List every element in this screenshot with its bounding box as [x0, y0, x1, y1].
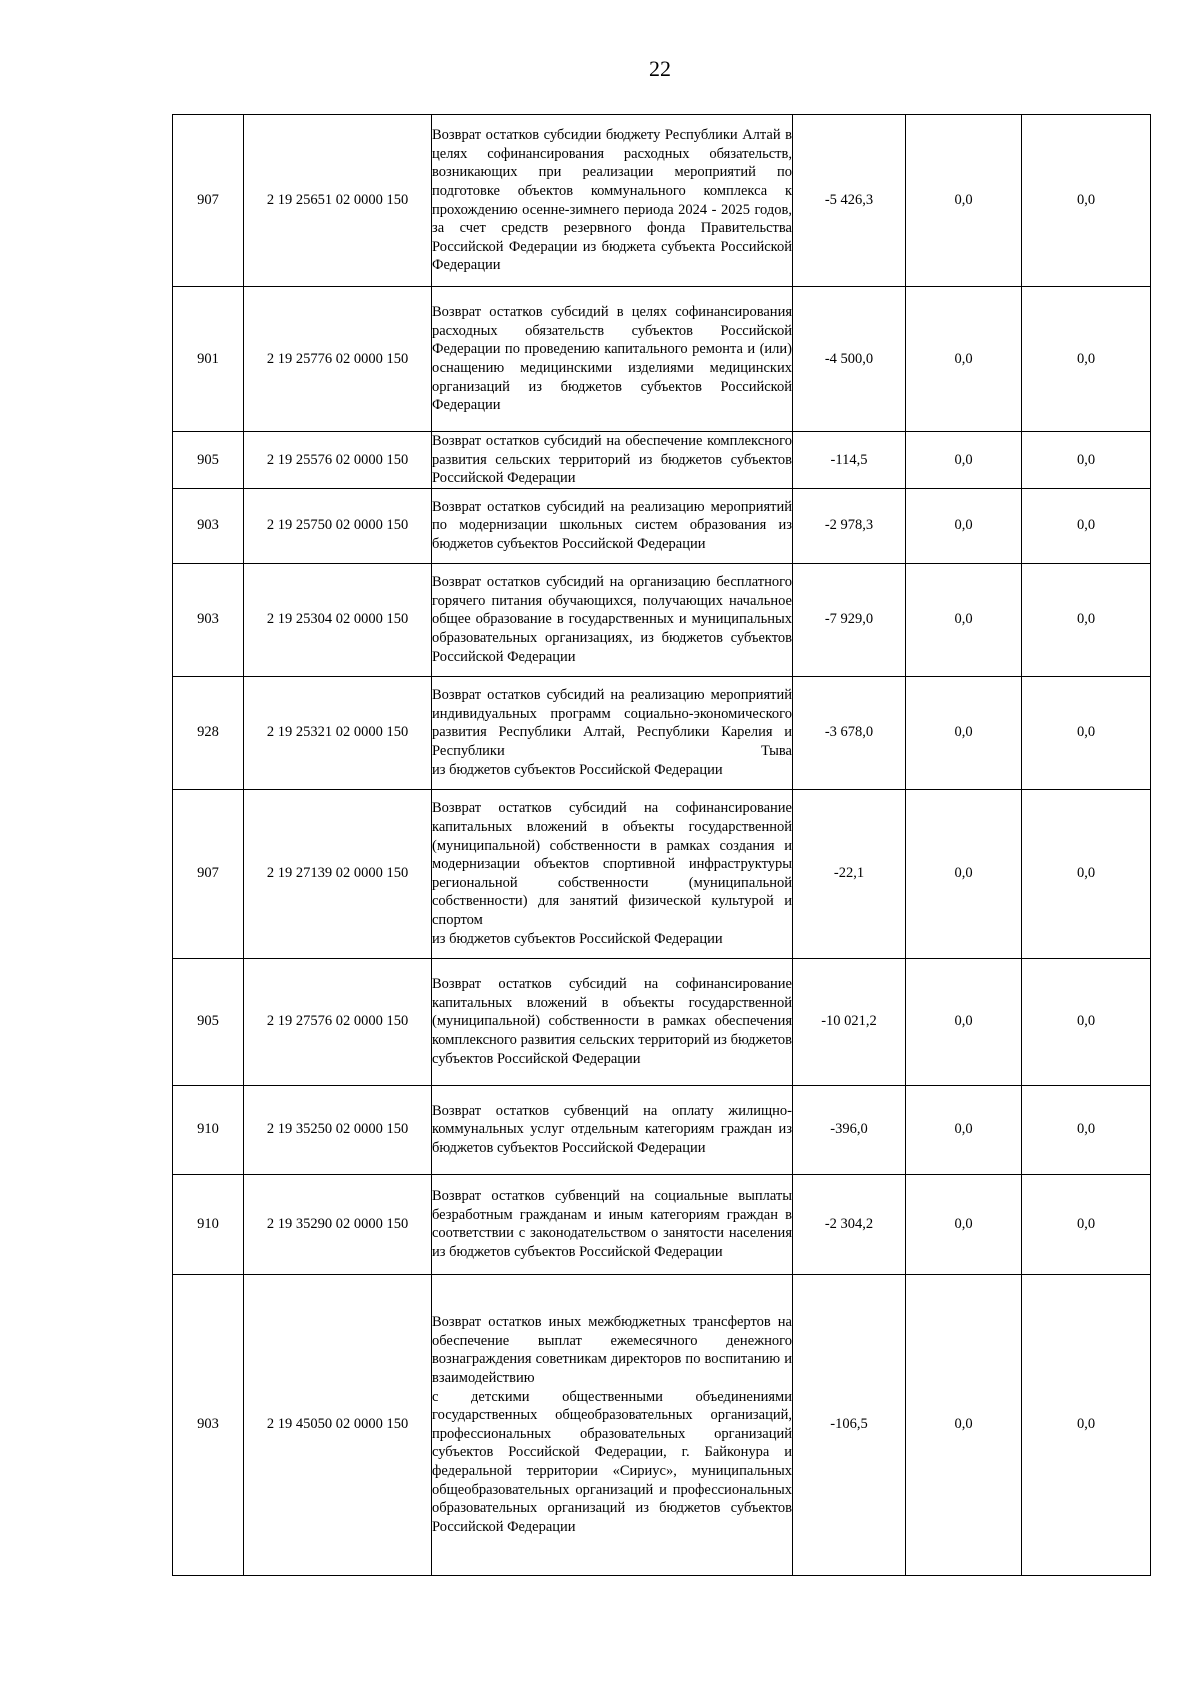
- amount-2027: 0,0: [1022, 287, 1151, 432]
- budget-code: 2 19 45050 02 0000 150: [244, 1274, 432, 1575]
- income-name: [432, 432, 793, 489]
- income-name: [432, 1085, 793, 1174]
- amount-2027: 0,0: [1022, 789, 1151, 958]
- admin-code: 905: [173, 958, 244, 1085]
- amount-2027: 0,0: [1022, 115, 1151, 287]
- amount-2026: 0,0: [906, 563, 1022, 676]
- admin-code: 910: [173, 1174, 244, 1274]
- budget-code: 2 19 27576 02 0000 150: [244, 958, 432, 1085]
- amount-2025: -2 978,3: [793, 488, 906, 563]
- amount-2026: 0,0: [906, 287, 1022, 432]
- income-name: [432, 1274, 793, 1575]
- income-name-text: Возврат остатков иных межбюджетных трансфертов на обеспечение выплат ежемесячного денежного вознаграждения советникам директоров по воспитанию и взаимодействию: [432, 1314, 792, 1386]
- table-row: [173, 563, 1151, 676]
- amount-2025: -4 500,0: [793, 287, 906, 432]
- table-row: [173, 1085, 1151, 1174]
- income-name: [432, 287, 793, 432]
- income-name-text-2: из бюджетов субъектов Российской Федерации: [432, 930, 723, 947]
- amount-2027: 0,0: [1022, 1085, 1151, 1174]
- income-name-text: Возврат остатков субсидий в целях софинансирования расходных обязательств субъектов Российской Федерации по проведению капитального ремонта и (или) оснащению медицинскими изделиями медицинских организаций из бюджетов субъектов Российской Федерации: [432, 304, 792, 414]
- income-name: [432, 676, 793, 789]
- amount-2025: -5 426,3: [793, 115, 906, 287]
- admin-code: 903: [173, 488, 244, 563]
- budget-code: 2 19 25651 02 0000 150: [244, 115, 432, 287]
- admin-code: 907: [173, 115, 244, 287]
- income-name: [432, 958, 793, 1085]
- income-name-text-2: из бюджетов субъектов Российской Федерации: [432, 761, 723, 778]
- budget-code: 2 19 25321 02 0000 150: [244, 676, 432, 789]
- budget-code: 2 19 35290 02 0000 150: [244, 1174, 432, 1274]
- admin-code: 907: [173, 789, 244, 958]
- amount-2025: -10 021,2: [793, 958, 906, 1085]
- amount-2026: 0,0: [906, 958, 1022, 1085]
- amount-2027: 0,0: [1022, 1274, 1151, 1575]
- amount-2025: -2 304,2: [793, 1174, 906, 1274]
- amount-2027: 0,0: [1022, 432, 1151, 489]
- amount-2025: -22,1: [793, 789, 906, 958]
- budget-code: 2 19 25304 02 0000 150: [244, 563, 432, 676]
- amount-2025: -7 929,0: [793, 563, 906, 676]
- table-row: [173, 287, 1151, 432]
- income-name: [432, 115, 793, 287]
- income-name-text: Возврат остатков субвенций на оплату жилищно-коммунальных услуг отдельным категориям граждан из бюджетов субъектов Российской Федерации: [432, 1102, 792, 1157]
- income-name-text: Возврат остатков субсидий на софинансирование капитальных вложений в объекты государственной (муниципальной) собственности в рамках обеспечения комплексного развития сельских территорий из бюджетов субъектов Российской Федерации: [432, 976, 792, 1067]
- budget-code: 2 19 35250 02 0000 150: [244, 1085, 432, 1174]
- amount-2025: -396,0: [793, 1085, 906, 1174]
- income-name: [432, 1174, 793, 1274]
- income-name-text: Возврат остатков субвенций на социальные выплаты безработным гражданам и иным категориям граждан в соответствии с законодательством о занятости населения из бюджетов субъектов Российской Федерации: [432, 1188, 792, 1260]
- amount-2025: -114,5: [793, 432, 906, 489]
- budget-code: 2 19 27139 02 0000 150: [244, 789, 432, 958]
- amount-2027: 0,0: [1022, 488, 1151, 563]
- amount-2025: -3 678,0: [793, 676, 906, 789]
- amount-2026: 0,0: [906, 432, 1022, 489]
- amount-2026: 0,0: [906, 115, 1022, 287]
- admin-code: 903: [173, 1274, 244, 1575]
- table-row: [173, 488, 1151, 563]
- income-name-text: Возврат остатков субсидий на реализацию мероприятий по модернизации школьных систем образования из бюджетов субъектов Российской Федерации: [432, 498, 792, 553]
- amount-2026: 0,0: [906, 1174, 1022, 1274]
- admin-code: 901: [173, 287, 244, 432]
- income-name-text: Возврат остатков субсидии бюджету Республики Алтай в целях софинансирования расходных обязательств, возникающих при реализации мероприятий по подготовке объектов коммунального комплекса к прохождению осенне-зимнего периода 2024 - 2025 годов, за счет средств резервного фонда Правительства Российской Федерации из бюджета субъекта Российской Федерации: [432, 127, 792, 274]
- amount-2026: 0,0: [906, 789, 1022, 958]
- amount-2026: 0,0: [906, 1085, 1022, 1174]
- admin-code: 905: [173, 432, 244, 489]
- admin-code: 910: [173, 1085, 244, 1174]
- amount-2027: 0,0: [1022, 563, 1151, 676]
- income-name: [432, 789, 793, 958]
- amount-2026: 0,0: [906, 488, 1022, 563]
- table-row: [173, 958, 1151, 1085]
- table-row: [173, 432, 1151, 489]
- amount-2025: -106,5: [793, 1274, 906, 1575]
- table-row: [173, 115, 1151, 287]
- table-row: [173, 1174, 1151, 1274]
- amount-2027: 0,0: [1022, 1174, 1151, 1274]
- page-number: 22: [649, 56, 671, 81]
- budget-code: 2 19 25776 02 0000 150: [244, 287, 432, 432]
- budget-code: 2 19 25750 02 0000 150: [244, 488, 432, 563]
- budget-table: [172, 114, 1151, 1576]
- budget-code: 2 19 25576 02 0000 150: [244, 432, 432, 489]
- admin-code: 903: [173, 563, 244, 676]
- income-name-text-2: с детскими общественными объединениями государственных общеобразовательных организаций, профессиональных образовательных организаций субъектов Российской Федерации, г. Байконура и федеральной территории «Сириус», муниципальных общеобразовательных организаций и профессиональных образовательных организаций из бюджетов субъектов Российской Федерации: [432, 1388, 792, 1535]
- income-name-text: Возврат остатков субсидий на обеспечение комплексного развития сельских территорий из бюджетов субъектов Российской Федерации: [432, 433, 792, 487]
- table-row: [173, 676, 1151, 789]
- amount-2026: 0,0: [906, 1274, 1022, 1575]
- income-name-text: Возврат остатков субсидий на софинансирование капитальных вложений в объекты государственной (муниципальной) собственности в рамках создания и модернизации объектов спортивной инфраструктуры региональной собственности (муниципальной собственности) для занятий физической культурой и спортом: [432, 800, 792, 928]
- amount-2027: 0,0: [1022, 958, 1151, 1085]
- table-row: [173, 1274, 1151, 1575]
- amount-2026: 0,0: [906, 676, 1022, 789]
- income-name-text: Возврат остатков субсидий на реализацию мероприятий индивидуальных программ социально-экономического развития Республики Алтай, Республики Карелия и Республики Тыва: [432, 687, 792, 760]
- table-row: [173, 789, 1151, 958]
- income-name-text: Возврат остатков субсидий на организацию бесплатного горячего питания обучающихся, получающих начальное общее образование в государственных и муниципальных образовательных организациях, из бюджетов субъектов Российской Федерации: [432, 574, 792, 665]
- admin-code: 928: [173, 676, 244, 789]
- income-name: [432, 563, 793, 676]
- amount-2027: 0,0: [1022, 676, 1151, 789]
- income-name: [432, 488, 793, 563]
